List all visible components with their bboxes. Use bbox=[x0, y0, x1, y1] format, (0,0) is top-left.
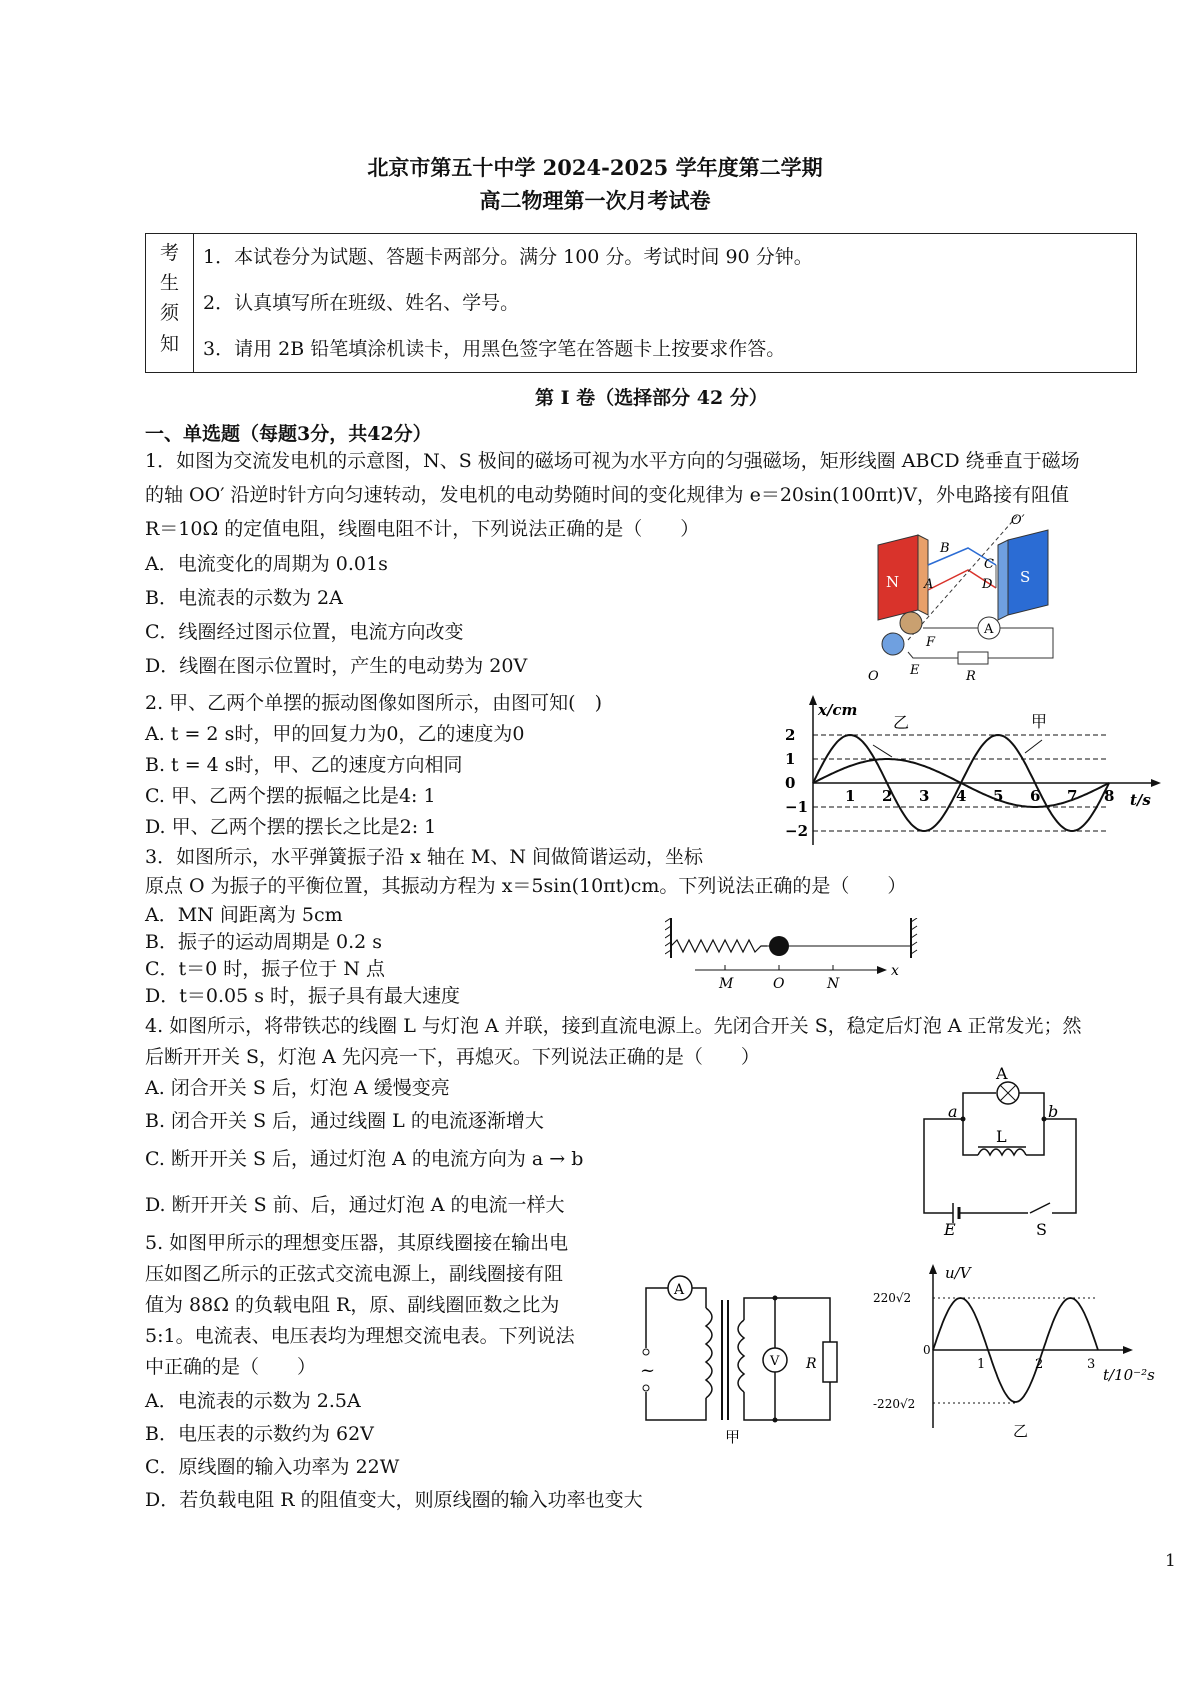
spring-oscillator-figure bbox=[665, 918, 925, 988]
q4-stem-line2: 后断开开关 S，灯泡 A 先闪亮一下，再熄灭。下列说法正确的是（ ） bbox=[145, 1046, 760, 1068]
q3-option-c: C．t＝0 时，振子位于 N 点 bbox=[145, 958, 386, 980]
axis-label-o-prime: O′ bbox=[1011, 513, 1025, 528]
q5-option-c: C．原线圈的输入功率为 22W bbox=[145, 1456, 400, 1478]
q1-option-a: A．电流变化的周期为 0.01s bbox=[145, 553, 388, 575]
x-axis-label: t/s bbox=[1130, 791, 1151, 809]
y-tick-label: −2 bbox=[785, 822, 809, 840]
x-axis-label: x bbox=[891, 963, 899, 979]
spring bbox=[671, 940, 767, 952]
brush-label-e: E bbox=[910, 663, 920, 678]
ammeter-label: A bbox=[984, 622, 994, 637]
secondary-coil bbox=[738, 1320, 744, 1392]
legend-jia: 甲 bbox=[1031, 712, 1048, 731]
notice-side-label bbox=[146, 234, 194, 372]
q4-option-a: A. 闭合开关 S 后，灯泡 A 缓慢变亮 bbox=[145, 1077, 450, 1099]
y-tick-label: −1 bbox=[785, 798, 809, 816]
y-tick-top: 220√2 bbox=[873, 1291, 912, 1305]
battery-label: E bbox=[944, 1220, 956, 1238]
north-pole-face bbox=[918, 535, 928, 615]
q4-option-c: C. 断开开关 S 后，通过灯泡 A 的电流方向为 a → b bbox=[145, 1148, 584, 1170]
primary-coil bbox=[706, 1308, 712, 1398]
x-tick-label: 1 bbox=[845, 787, 856, 805]
q5-stem-line4: 5:1。电流表、电压表均为理想交流电表。下列说法 bbox=[145, 1325, 575, 1347]
node-a-label: a bbox=[948, 1102, 958, 1121]
node-b-label: b bbox=[1048, 1102, 1059, 1121]
notice-item: 3．请用 2B 铅笔填涂机读卡，用黑色签字笔在答题卡上按要求作答。 bbox=[203, 338, 786, 360]
x-tick-label: 4 bbox=[956, 787, 967, 805]
exam-title-line2: 高二物理第一次月考试卷 bbox=[479, 188, 711, 213]
south-pole-face bbox=[998, 540, 1008, 620]
y-tick-zero: 0 bbox=[923, 1343, 931, 1357]
y-tick-label: 0 bbox=[785, 774, 796, 792]
y-tick-bottom: -220√2 bbox=[873, 1397, 916, 1411]
part1-title: 第 I 卷（选择部分 42 分） bbox=[535, 387, 768, 409]
ammeter-label: A bbox=[674, 1282, 685, 1298]
coil-label-b: B bbox=[940, 541, 950, 556]
q3-stem-line2: 原点 O 为振子的平衡位置，其振动方程为 x＝5sin(10πt)cm。下列说法正确的是（ ） bbox=[145, 875, 907, 897]
q2-stem: 2. 甲、乙两个单摆的振动图像如图所示，由图可知( ) bbox=[145, 692, 602, 714]
figure-yi-caption: 乙 bbox=[1013, 1422, 1029, 1440]
q2-option-b: B. t = 4 s时，甲、乙的速度方向相同 bbox=[145, 754, 463, 776]
resistor-label: R bbox=[966, 669, 976, 684]
q1-option-c: C．线圈经过图示位置，电流方向改变 bbox=[145, 621, 464, 643]
x-tick-label: 7 bbox=[1067, 787, 1078, 805]
q3-option-b: B．振子的运动周期是 0.2 s bbox=[145, 931, 383, 953]
q3-option-d: D．t＝0.05 s 时，振子具有最大速度 bbox=[145, 985, 461, 1007]
q4-stem-line1: 4. 如图所示，将带铁芯的线圈 L 与灯泡 A 并联，接到直流电源上。先闭合开关 S，稳定后灯泡 A 正常发光；然 bbox=[145, 1015, 1082, 1037]
inductor-coil bbox=[978, 1149, 1026, 1155]
inductor-circuit-figure bbox=[918, 1063, 1118, 1238]
x-tick-2: 2 bbox=[1035, 1357, 1044, 1372]
axis-label-o: O bbox=[868, 669, 879, 684]
north-label: N bbox=[886, 573, 900, 591]
x-tick-1: 1 bbox=[977, 1357, 986, 1372]
q1-option-d: D．线圈在图示位置时，产生的电动势为 20V bbox=[145, 655, 528, 677]
q3-option-a: A．MN 间距离为 5cm bbox=[145, 904, 343, 926]
transformer-figure bbox=[640, 1270, 850, 1445]
q4-option-b: B. 闭合开关 S 后，通过线圈 L 的电流逐渐增大 bbox=[145, 1110, 544, 1132]
brush-label-f: F bbox=[926, 635, 936, 650]
q5-option-a: A．电流表的示数为 2.5A bbox=[145, 1390, 361, 1412]
x-tick-label: 3 bbox=[919, 787, 930, 805]
x-tick-label: 8 bbox=[1104, 787, 1115, 805]
legend-yi: 乙 bbox=[893, 713, 910, 732]
load-resistor-icon bbox=[823, 1342, 837, 1382]
q3-stem-line1: 3．如图所示，水平弹簧振子沿 x 轴在 M、N 间做简谐运动，坐标 bbox=[145, 846, 704, 868]
exam-title-line1: 北京市第五十中学 2024-2025 学年度第二学期 bbox=[367, 155, 823, 180]
y-axis-label: u/V bbox=[945, 1264, 971, 1282]
q5-stem-line3: 值为 88Ω 的负载电阻 R，原、副线圈匝数之比为 bbox=[145, 1294, 560, 1316]
point-o-label: O bbox=[773, 976, 785, 988]
q5-stem-line1: 5. 如图甲所示的理想变压器，其原线圈接在输出电 bbox=[145, 1232, 569, 1254]
y-axis-label: x/cm bbox=[818, 701, 858, 719]
q1-option-b: B．电流表的示数为 2A bbox=[145, 587, 343, 609]
notice-item: 2．认真填写所在班级、姓名、学号。 bbox=[203, 292, 520, 314]
resistor-icon bbox=[958, 652, 988, 664]
slip-ring-e bbox=[882, 633, 904, 655]
switch-label: S bbox=[1036, 1220, 1047, 1238]
q1-stem-line3: R＝10Ω 的定值电阻，线圈电阻不计，下列说法正确的是（ ） bbox=[145, 518, 700, 540]
x-tick-label: 2 bbox=[882, 787, 893, 805]
pendulum-chart bbox=[785, 695, 1165, 850]
resistor-label: R bbox=[806, 1356, 817, 1372]
x-tick-3: 3 bbox=[1087, 1357, 1096, 1372]
figure-jia-caption: 甲 bbox=[725, 1428, 741, 1445]
coil-label-d: D bbox=[982, 577, 993, 592]
x-tick-label: 5 bbox=[993, 787, 1004, 805]
generator-figure bbox=[868, 510, 1068, 685]
voltmeter-label: V bbox=[770, 1354, 780, 1369]
point-n-label: N bbox=[827, 976, 840, 988]
voltage-chart bbox=[865, 1258, 1165, 1443]
coil-label-a: A bbox=[924, 577, 934, 592]
q2-option-d: D. 甲、乙两个摆的摆长之比是2: 1 bbox=[145, 816, 437, 838]
x-axis-label: t/10⁻²s bbox=[1103, 1366, 1155, 1384]
point-m-label: M bbox=[719, 976, 734, 988]
y-tick-label: 1 bbox=[785, 750, 796, 768]
notice-box bbox=[145, 233, 1137, 373]
q5-stem-line2: 压如图乙所示的正弦式交流电源上，副线圈接有阻 bbox=[145, 1263, 564, 1285]
switch-icon bbox=[1030, 1203, 1050, 1213]
notice-side-char: 生 bbox=[160, 272, 180, 294]
coil-label-c: C bbox=[984, 557, 994, 572]
notice-side-char: 知 bbox=[160, 333, 180, 355]
notice-side-char: 须 bbox=[160, 302, 180, 324]
q1-stem-line2: 的轴 OO′ 沿逆时针方向匀速转动，发电机的电动势随时间的变化规律为 e＝20sin(100πt)V，外电路接有阻值 bbox=[145, 484, 1070, 506]
slip-ring-f bbox=[900, 612, 922, 634]
q5-option-d: D．若负载电阻 R 的阻值变大，则原线圈的输入功率也变大 bbox=[145, 1489, 643, 1511]
q5-stem-line5: 中正确的是（ ） bbox=[145, 1356, 317, 1378]
q4-option-d: D. 断开开关 S 前、后，通过灯泡 A 的电流一样大 bbox=[145, 1194, 565, 1216]
q5-option-b: B．电压表的示数约为 62V bbox=[145, 1423, 374, 1445]
x-tick-label: 6 bbox=[1030, 787, 1041, 805]
q2-option-a: A. t = 2 s时，甲的回复力为0，乙的速度为0 bbox=[145, 723, 525, 745]
y-tick-label: 2 bbox=[785, 726, 796, 744]
notice-item: 1．本试卷分为试题、答题卡两部分。满分 100 分。考试时间 90 分钟。 bbox=[203, 246, 813, 268]
inductor-label: L bbox=[996, 1127, 1007, 1146]
q1-stem-line1: 1．如图为交流发电机的示意图，N、S 极间的磁场可视为水平方向的匀强磁场，矩形线圈 ABCD 绕垂直于磁场 bbox=[145, 450, 1080, 472]
notice-side-char: 考 bbox=[160, 242, 180, 264]
section1-title: 一、单选题（每题3分，共42分） bbox=[145, 423, 432, 445]
oscillator-ball bbox=[769, 936, 789, 956]
page-number: 1 bbox=[1165, 1551, 1176, 1571]
south-label: S bbox=[1020, 568, 1031, 586]
q2-option-c: C. 甲、乙两个摆的振幅之比是4: 1 bbox=[145, 785, 436, 807]
ac-source-label: ~ bbox=[640, 1360, 656, 1381]
lamp-label: A bbox=[996, 1064, 1008, 1083]
